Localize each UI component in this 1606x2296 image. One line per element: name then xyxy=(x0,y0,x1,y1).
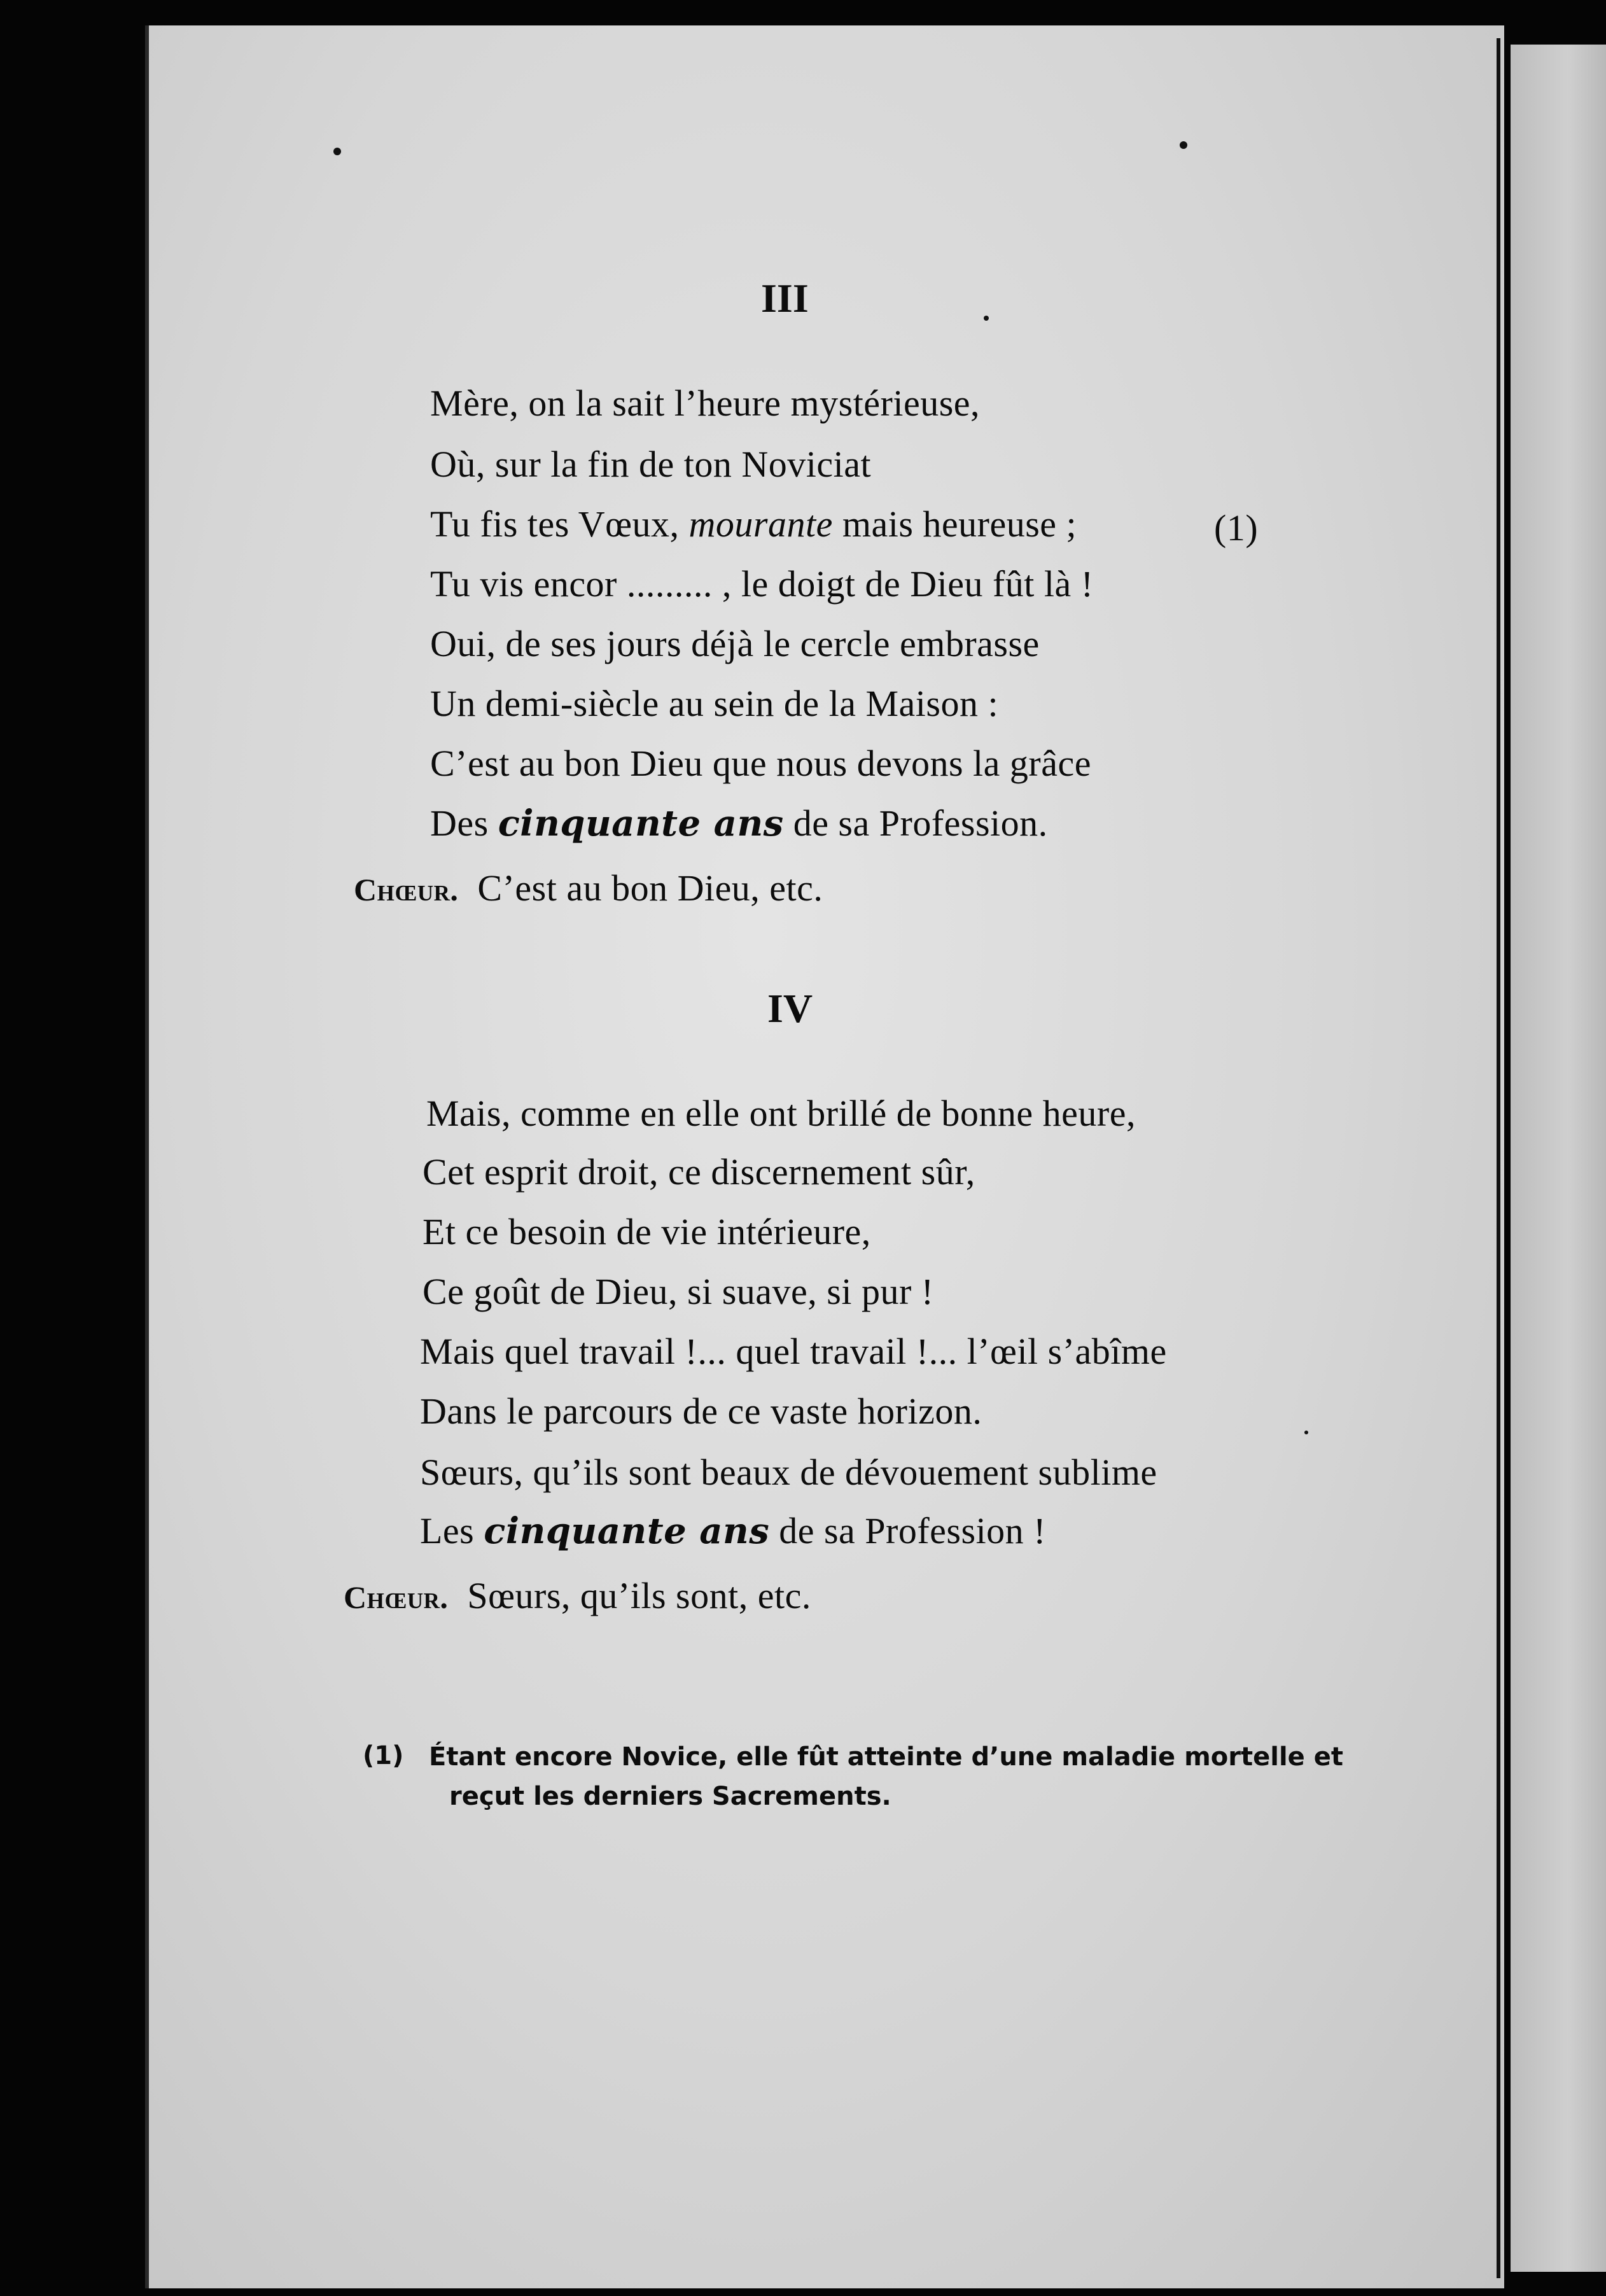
stanza-3-line-6: Un demi-siècle au sein de la Maison : xyxy=(430,683,999,724)
footnote-marker: (1) xyxy=(363,1741,404,1770)
stanza-3-line-2: Où, sur la fin de ton Noviciat xyxy=(430,444,872,485)
stanza-4-line-3: Et ce besoin de vie intérieure, xyxy=(422,1211,871,1252)
decorative-script-words: cinquante ans xyxy=(484,1510,770,1552)
scan-speck xyxy=(333,148,341,155)
footnote-line-2: reçut les derniers Sacrements. xyxy=(449,1782,891,1811)
page-edge-rule xyxy=(1497,38,1500,2278)
line-text: Des xyxy=(430,802,498,844)
decorative-script-words: cinquante ans xyxy=(498,802,784,844)
line-text: Tu fis tes Vœux, xyxy=(430,503,689,545)
stanza-4-line-5: Mais quel travail !... quel travail !... l’œil s’abîme xyxy=(420,1331,1167,1372)
stanza-4-numeral: IV xyxy=(767,986,813,1031)
stanza-4-line-1: Mais, comme en elle ont brillé de bonne heure, xyxy=(426,1093,1136,1134)
adjacent-page-edge xyxy=(1511,45,1606,2272)
stanza-3-line-1: Mère, on la sait l’heure mystérieuse, xyxy=(430,382,981,424)
line-text: Les xyxy=(420,1510,484,1551)
stanza-3-line-5: Oui, de ses jours déjà le cercle embrasse xyxy=(430,623,1040,664)
scan-speck xyxy=(1304,1431,1308,1434)
stanza-3-line-8 xyxy=(430,802,1048,844)
stanza-3-line-4: Tu vis encor ......... , le doigt de Dieu fût là ! xyxy=(430,563,1094,605)
stanza-4-line-2: Cet esprit droit, ce discernement sûr, xyxy=(422,1151,975,1193)
scan-speck xyxy=(1180,141,1187,149)
stanza-3-numeral: III xyxy=(761,276,809,321)
footnote-reference: (1) xyxy=(1214,507,1259,549)
footnote-line-1: Étant encore Novice, elle fût atteinte d’une maladie mortelle et xyxy=(429,1742,1343,1772)
stanza-4-line-8 xyxy=(420,1509,1046,1552)
chorus-label: Chœur. xyxy=(354,872,459,907)
chorus-text: C’est au bon Dieu, etc. xyxy=(477,867,823,909)
italic-word: mourante xyxy=(688,503,833,545)
line-text: de sa Profession ! xyxy=(769,1510,1046,1551)
stanza-3-line-7: C’est au bon Dieu que nous devons la grâce xyxy=(430,743,1091,784)
scan-speck xyxy=(984,316,989,321)
chorus-label: Chœur. xyxy=(344,1579,449,1615)
chorus-text: Sœurs, qu’ils sont, etc. xyxy=(467,1575,811,1616)
stanza-4-line-4: Ce goût de Dieu, si suave, si pur ! xyxy=(422,1271,934,1312)
stanza-4-chorus xyxy=(344,1574,811,1617)
line-text: de sa Profession. xyxy=(783,802,1048,844)
stanza-4-line-6: Dans le parcours de ce vaste horizon. xyxy=(420,1390,982,1432)
stanza-4-line-7: Sœurs, qu’ils sont beaux de dévouement sublime xyxy=(420,1452,1157,1493)
stanza-3-line-3 xyxy=(430,503,1077,545)
stanza-3-chorus xyxy=(354,867,823,909)
line-text: mais heureuse ; xyxy=(832,503,1077,545)
